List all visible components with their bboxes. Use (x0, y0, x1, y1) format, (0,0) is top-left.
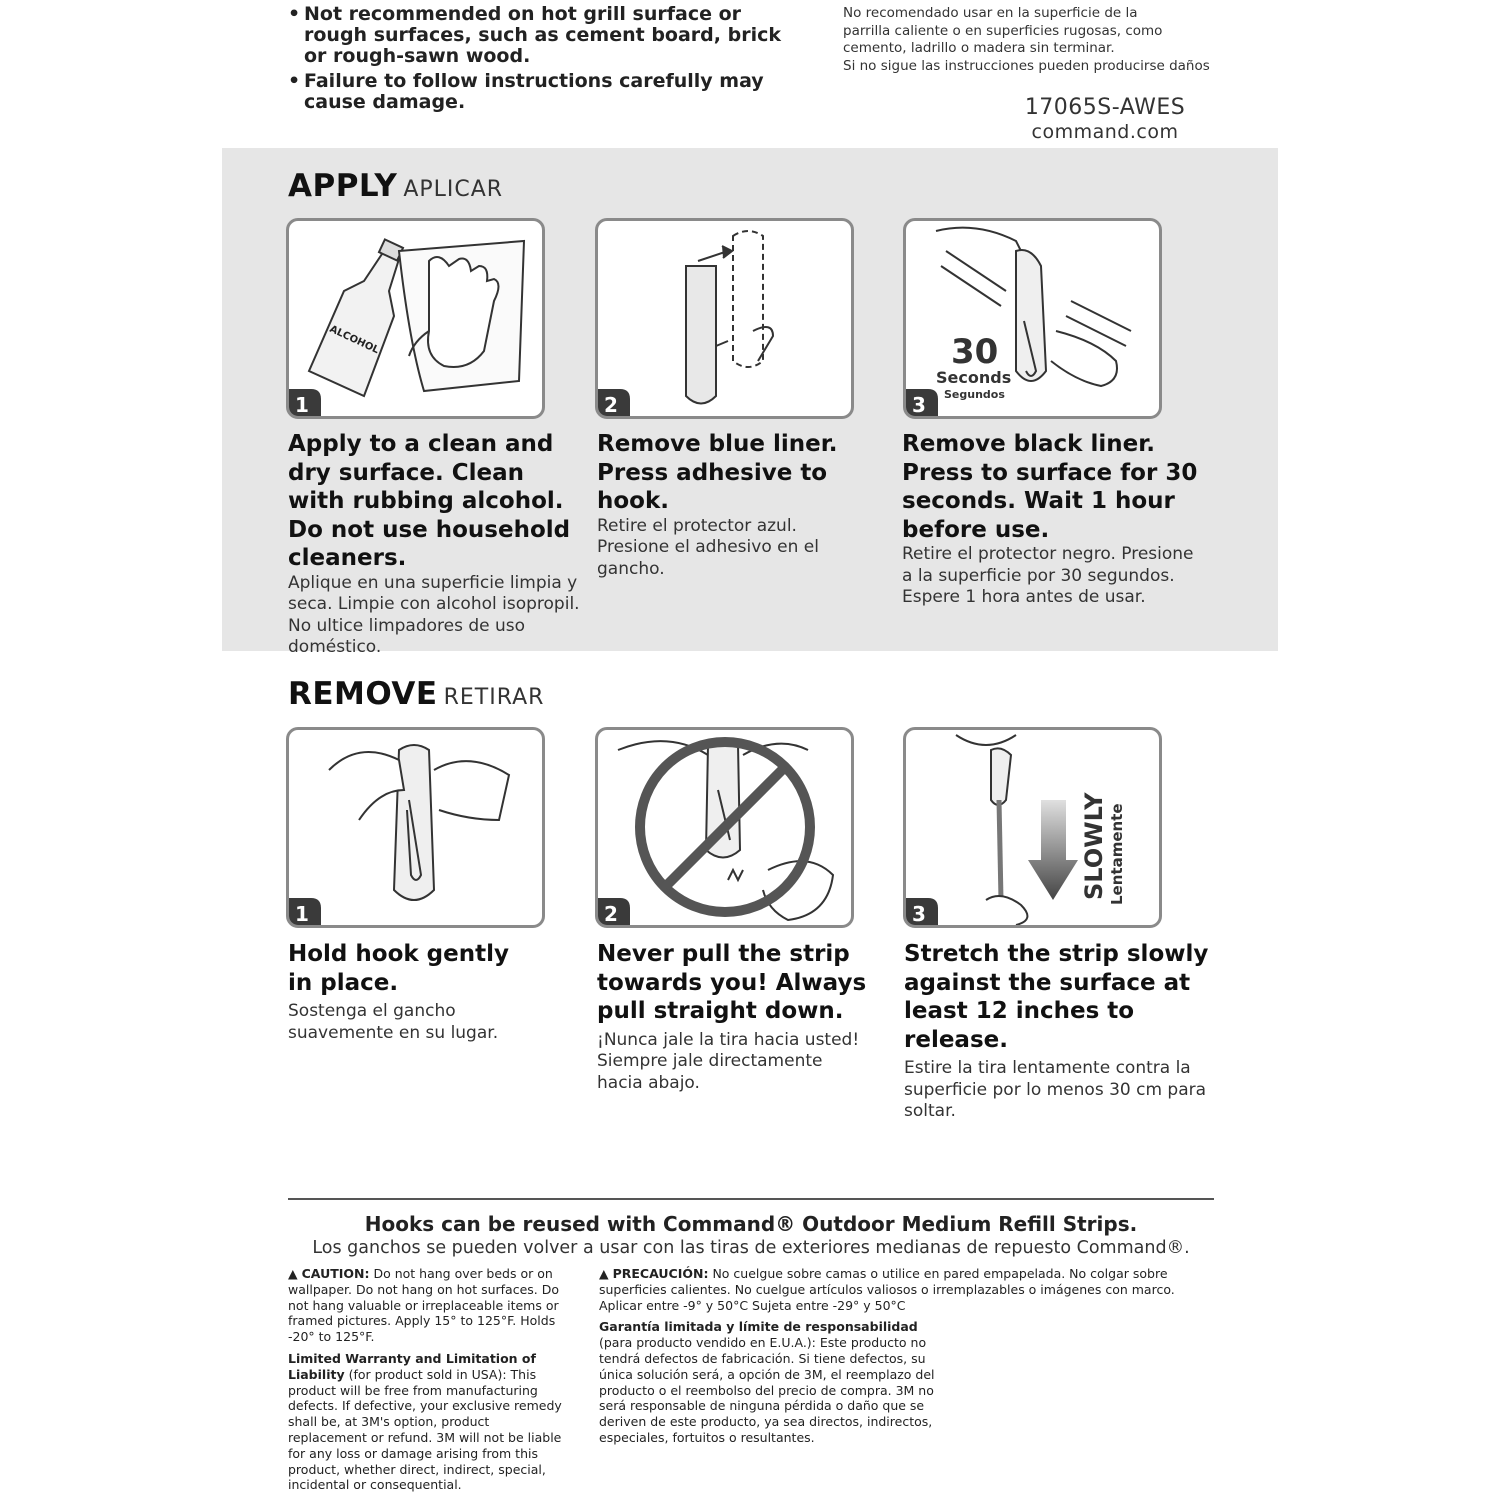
warning-item: • Not recommended on hot grill surface or rough surfaces, such as cement board, brick or rough-sawn wood. (288, 4, 808, 67)
apply-step-1-es: Aplique en una superficie limpia y seca. Limpie con alcohol isopropil. No ultice limpadores de uso doméstico. (288, 572, 580, 657)
seconds-number: 30 (951, 332, 999, 372)
remove-step-2-text (597, 940, 867, 1094)
warning-es-line: cemento, ladrillo o madera sin terminar. (843, 40, 1115, 56)
warning-triangle-icon: ▲ (599, 1266, 609, 1281)
apply-step-2-text (597, 430, 847, 580)
apply-step-2-es: Retire el protector azul. Presione el adhesivo en el gancho. (597, 515, 819, 579)
apply-step-3-en: Remove black liner. Press to surface for 30 seconds. Wait 1 hour before use. (902, 431, 1198, 543)
warning-es-line: No recomendado usar en la superficie de la (843, 5, 1138, 21)
seconds-label-es: Segundos (944, 388, 1005, 401)
reuse-note-es: Los ganchos se pueden volver a usar con las tiras de exteriores medianas de repuesto Command®. (312, 1238, 1190, 1258)
step-number: 1 (295, 902, 309, 925)
remove-step-3-text (904, 940, 1224, 1123)
apply-step-1-text (288, 430, 588, 659)
apply-step-3-text (902, 430, 1207, 609)
remove-step-3-illustration (903, 727, 1162, 928)
warning-es-line: Si no sigue las instrucciones pueden producirse daños (843, 57, 1210, 74)
stretch-strip-icon (906, 730, 1159, 925)
slowly-label: SLOWLY (1080, 792, 1108, 900)
apply-step-2-en: Remove blue liner. Press adhesive to hook. (597, 431, 838, 514)
website: command.com (1031, 121, 1179, 143)
garantia-text: (para producto vendido en E.U.A.): Este producto no tendrá defectos de fabricación. Si tiene defectos, su única solución será, a opción de 3M, el reemplazo del producto o el reembolso del precio de compra. 3M no será responsable de ninguna pérdida o daño que se deriven de este producto, ya sea directos, indirectos, especiales, fortuitos o resultantes. (599, 1335, 935, 1445)
precaucion-label: PRECAUCIÓN: (612, 1266, 709, 1281)
warnings-en (288, 4, 808, 117)
warning-triangle-icon: ▲ (288, 1266, 298, 1281)
apply-step-1-en: Apply to a clean and dry surface. Clean with rubbing alcohol. Do not use household cleaners. (288, 431, 571, 571)
garantia-block (599, 1319, 939, 1445)
remove-step-1-illustration (286, 727, 545, 928)
apply-step-3-illustration (903, 218, 1162, 419)
remove-step-2-en: Never pull the strip towards you! Always pull straight down. (597, 941, 867, 1024)
caution-block (288, 1266, 563, 1345)
garantia-label: Garantía limitada y límite de responsabilidad (599, 1319, 918, 1335)
apply-title (288, 168, 503, 204)
seconds-label: Seconds (936, 368, 1012, 387)
remove-step-1-es: Sostenga el gancho suavemente en su lugar. (288, 1001, 499, 1043)
slowly-label-es: Lentamente (1108, 803, 1126, 905)
step-number: 1 (295, 393, 309, 416)
sku-block (1010, 96, 1200, 144)
caution-label: CAUTION: (301, 1266, 370, 1281)
remove-title-en: REMOVE (288, 676, 438, 712)
fine-print-es (599, 1266, 1184, 1446)
fine-print-en (288, 1266, 563, 1493)
alcohol-label: ALCOHOL (327, 323, 381, 357)
caution-text: Do not hang over beds or on wallpaper. Do not hang on hot surfaces. Do not hang valuable or irreplaceable items or framed pictures. Apply 15° to 125°F. Holds -20° to 125°F. (288, 1266, 560, 1345)
remove-title-es: RETIRAR (443, 685, 545, 710)
remove-step-3-es: Estire la tira lentamente contra la superficie por lo menos 30 cm para soltar. (904, 1058, 1207, 1121)
remove-step-2-illustration (595, 727, 854, 928)
no-pull-icon (598, 730, 851, 925)
warning-item: • Failure to follow instructions carefully may cause damage. (288, 71, 808, 113)
alcohol-wipe-icon (289, 221, 542, 416)
warranty-label: Limited Warranty and Limitation of Liability (288, 1350, 536, 1382)
precaucion-block (599, 1266, 1184, 1313)
press-hook-icon (906, 221, 1159, 416)
remove-step-1-en: Hold hook gently in place. (288, 941, 509, 996)
step-number: 3 (912, 393, 926, 416)
apply-title-es: APLICAR (403, 177, 504, 202)
divider (288, 1198, 1214, 1200)
sku-code: 17065S-AWES (1024, 95, 1186, 120)
reuse-note-en: Hooks can be reused with Command® Outdoor Medium Refill Strips. (364, 1212, 1138, 1236)
apply-step-2-illustration (595, 218, 854, 419)
adhesive-strip-icon (598, 221, 851, 416)
apply-step-3-es: Retire el protector negro. Presione a la superficie por 30 segundos. Espere 1 hora antes de usar. (902, 544, 1194, 607)
warnings-es (843, 5, 1243, 75)
precaucion-text: No cuelgue sobre camas o utilice en pared empapelada. No colgar sobre superficies calientes. No cuelgue artículos valiosos o irremplazables o imágenes con marco. Aplicar entre -9° y 50°C Sujeta entre -29° y 50°C (599, 1266, 1175, 1313)
step-number: 3 (912, 902, 926, 925)
remove-step-1-text (288, 940, 523, 1044)
step-number: 2 (604, 393, 618, 416)
hold-hook-icon (289, 730, 542, 925)
remove-step-2-es: ¡Nunca jale la tira hacia usted! Siempre jale directamente hacia abajo. (597, 1029, 860, 1093)
warranty-text: (for product sold in USA): This product will be free from manufacturing defects. If defective, your exclusive remedy shall be, at 3M's option, product replacement or refund. 3M will not be liable for any loss or damage arising from this product, whether direct, indirect, special, incidental or consequential. (288, 1366, 562, 1493)
remove-step-3-en: Stretch the strip slowly against the surface at least 12 inches to release. (904, 941, 1209, 1053)
step-number: 2 (604, 902, 618, 925)
warning-es-line: parrilla caliente o en superficies rugosas, como (843, 22, 1163, 39)
apply-step-1-illustration (286, 218, 545, 419)
apply-title-en: APPLY (288, 168, 398, 204)
warranty-block (288, 1351, 563, 1493)
remove-title (288, 676, 544, 712)
